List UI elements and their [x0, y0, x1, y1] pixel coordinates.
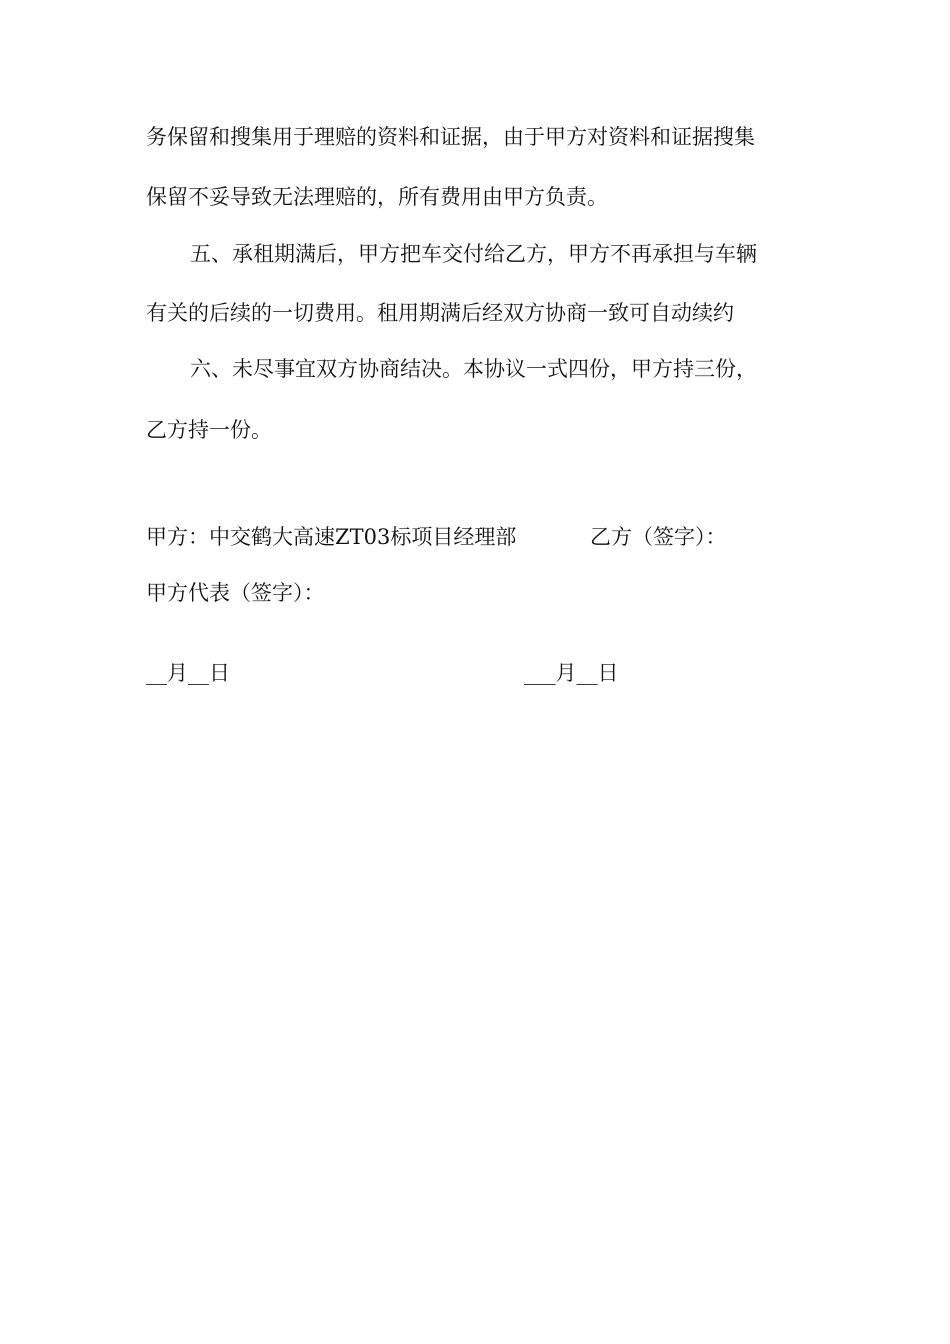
paragraph-line: 保留不妥导致无法理赔的，所有费用由甲方负责。: [146, 185, 608, 209]
party-a-signature-line: 甲方：中交鹤大高速ZT03标项目经理部: [146, 525, 517, 549]
clause-six-line: 六、未尽事宜双方协商结决。本协议一式四份，甲方持三份，: [190, 357, 757, 381]
clause-six-line: 乙方持一份。: [146, 418, 272, 442]
clause-five-line: 有关的后续的一切费用。租用期满后经双方协商一致可自动续约: [146, 301, 734, 325]
party-a-representative-line: 甲方代表（签字）：: [146, 581, 325, 605]
party-b-date: ___月__日: [524, 661, 619, 685]
party-a-date: __月__日: [146, 661, 230, 685]
party-b-signature-line: 乙方（签字）：: [590, 525, 727, 549]
paragraph-line: 务保留和搜集用于理赔的资料和证据，由于甲方对资料和证据搜集: [146, 125, 755, 149]
clause-five-line: 五、承租期满后，甲方把车交付给乙方，甲方不再承担与车辆: [190, 242, 757, 266]
